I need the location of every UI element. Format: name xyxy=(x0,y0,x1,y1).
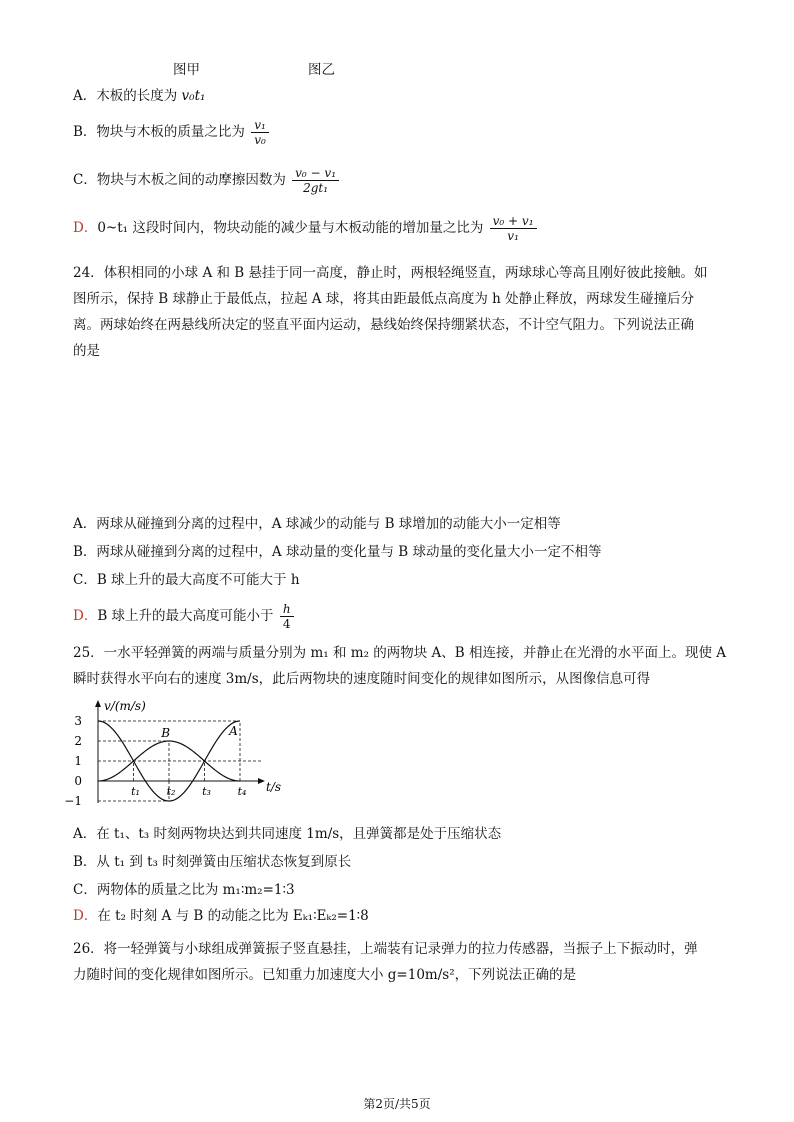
fraction: $\frac{h}{4}$ xyxy=(280,602,294,631)
y-tick-label: 1 xyxy=(74,754,82,768)
x-tick-label: t₄ xyxy=(237,785,247,798)
q25-option-c[interactable]: C．两物体的质量之比为 m₁∶m₂=1∶3 xyxy=(73,882,295,898)
figure-label-yi: 图乙 xyxy=(308,62,335,78)
q24-stem: 24．体积相同的小球 A 和 B 悬挂于同一高度，静止时，两根轻绳竖直，两球球心等高且刚好彼此接触。如 图所示，保持 B 球静止于最低点，拉起 A 球，将其由距最低点高度为 h 处静止释放，两球发生碰撞后分 离。两球始终在两悬线所决定的竖直平面内运动，悬线始终保持绷紧状态，不计空气阻力。下列说法正确 的是 xyxy=(73,265,708,359)
fraction: $\frac{\text{v₀ − v₁}}{\text{2gt₁}}$ xyxy=(292,166,339,195)
x-tick-label: t₃ xyxy=(202,785,211,798)
fraction: $\frac{\text{v₀ + v₁}}{\text{v₁}}$ xyxy=(490,214,537,243)
q23-option-d[interactable]: D．0~t₁ 这段时间内，物块动能的减少量与木板动能的增加量之比为 $\frac{\text{v₀ + v₁}}{\text{v₁}}$ xyxy=(73,214,539,243)
q24-option-a[interactable]: A．两球从碰撞到分离的过程中，A 球减少的动能与 B 球增加的动能大小一定相等 xyxy=(73,516,561,532)
q23-option-a[interactable]: A．木板的长度为 v₀t₁ xyxy=(73,88,206,104)
page-footer: 第2页/共5页 xyxy=(363,1097,431,1111)
y-tick-label: 0 xyxy=(74,774,82,788)
x-axis-arrow xyxy=(258,778,265,784)
y-tick-label: −1 xyxy=(64,794,82,808)
y-axis-arrow xyxy=(95,700,101,707)
q25-stem: 25．一水平轻弹簧的两端与质量分别为 m₁ 和 m₂ 的两物块 A、B 相连接，并静止在光滑的水平面上。现使 A 瞬时获得水平向右的速度 3m/s，此后两物块的速度随时间变化的规律如图所示，从图像信息可得 xyxy=(73,645,727,687)
x-tick-label: t₂ xyxy=(166,785,176,798)
fraction: $\frac{\text{v₁}}{\text{v₀}}$ xyxy=(251,118,269,147)
q25-option-b[interactable]: B．从 t₁ 到 t₃ 时刻弹簧由压缩状态恢复到原长 xyxy=(73,854,352,870)
velocity-time-chart xyxy=(60,698,300,816)
q25-option-d[interactable]: D．在 t₂ 时刻 A 与 B 的动能之比为 Eₖ₁∶Eₖ₂=1∶8 xyxy=(73,908,369,924)
series-label-B: B xyxy=(161,726,171,740)
series-label-A: A xyxy=(229,724,238,738)
q24-option-d[interactable]: D．B 球上升的最大高度可能小于 $\frac{h}{4}$ xyxy=(73,602,296,631)
x-tick-label: t₁ xyxy=(131,785,140,798)
q24-option-c[interactable]: C．B 球上升的最大高度不可能大于 h xyxy=(73,572,300,588)
q24-option-b[interactable]: B．两球从碰撞到分离的过程中，A 球动量的变化量与 B 球动量的变化量大小一定不相等 xyxy=(73,544,602,560)
y-tick-label: 2 xyxy=(74,734,82,748)
y-tick-label: 3 xyxy=(74,714,82,728)
q26-stem: 26．将一轻弹簧与小球组成弹簧振子竖直悬挂，上端装有记录弹力的拉力传感器，当振子上下振动时，弹 力随时间的变化规律如图所示。已知重力加速度大小 g=10m/s²，下列说法正确的是 xyxy=(73,941,698,983)
q23-option-b[interactable]: B．物块与木板的质量之比为 $\frac{\text{v₁}}{\text{v₀}}$ xyxy=(73,118,271,147)
y-axis-label: v/(m/s) xyxy=(104,699,146,713)
x-axis-label: t/s xyxy=(266,780,282,794)
q25-option-a[interactable]: A．在 t₁、t₃ 时刻两物块达到共同速度 1m/s，且弹簧都是处于压缩状态 xyxy=(73,826,502,842)
figure-label-jia: 图甲 xyxy=(173,62,200,78)
q23-option-c[interactable]: C．物块与木板之间的动摩擦因数为 $\frac{\text{v₀ − v₁}}{\text{2gt₁}}$ xyxy=(73,166,341,195)
